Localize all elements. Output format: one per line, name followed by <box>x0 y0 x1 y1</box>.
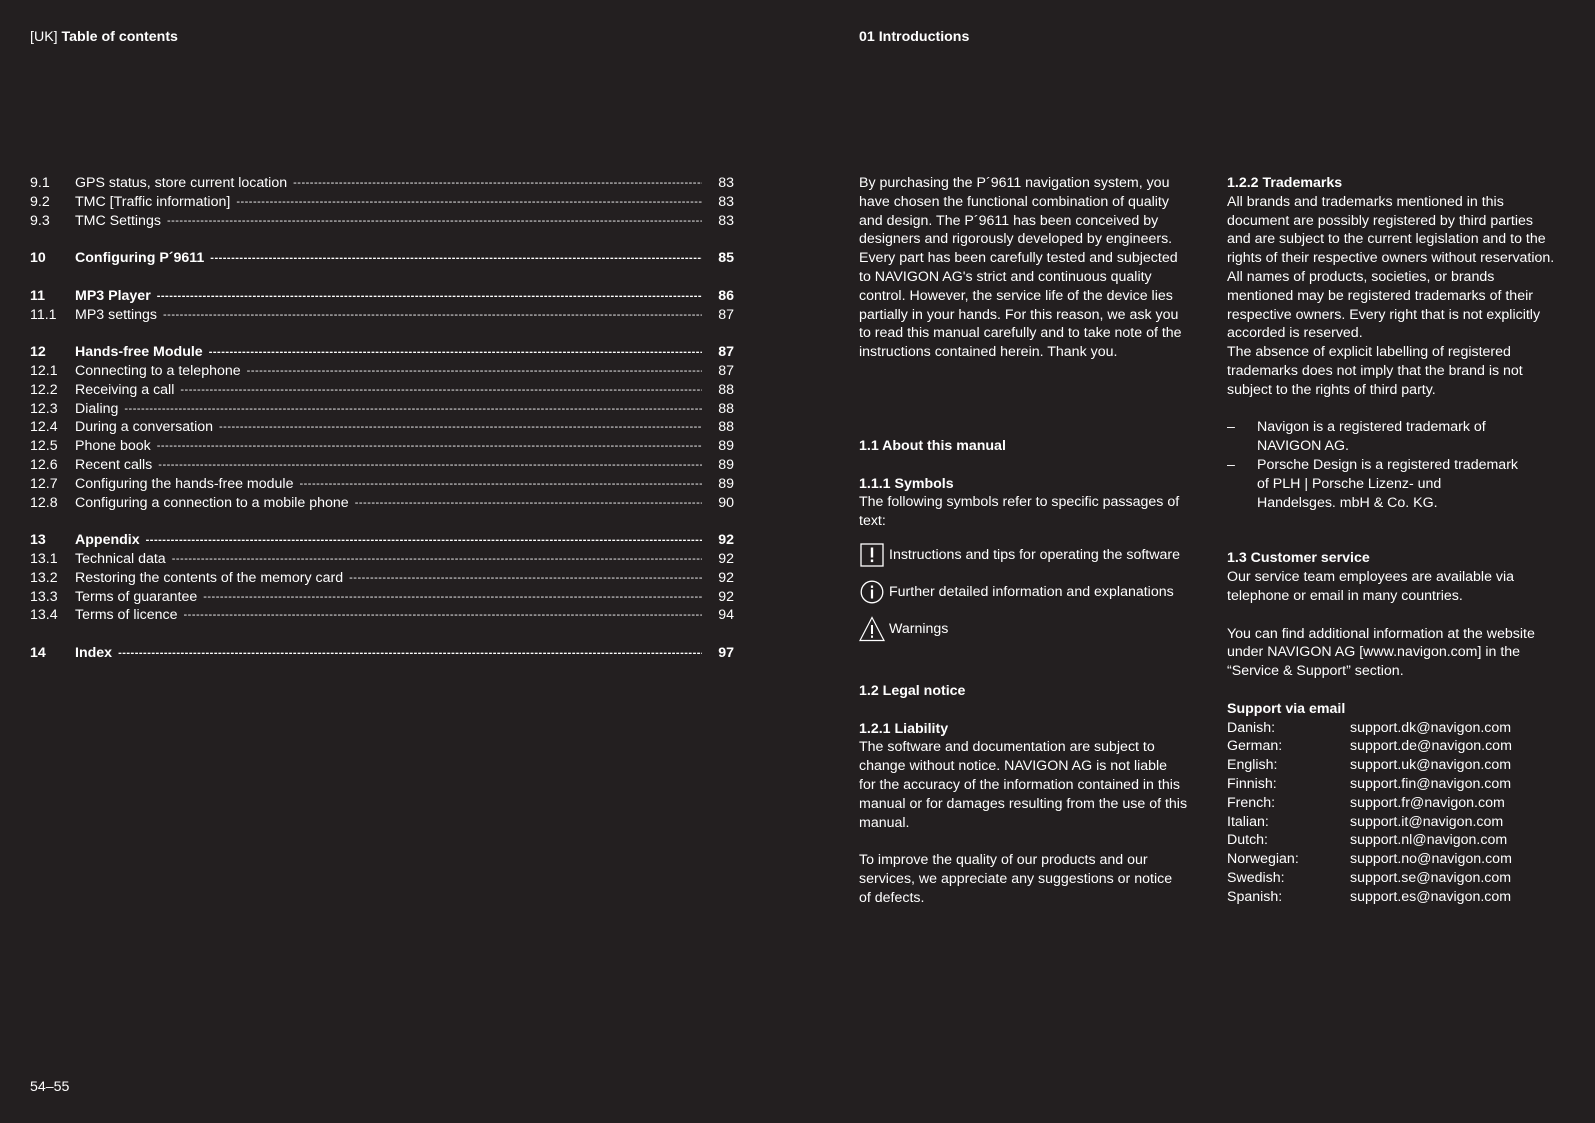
toc-leader-dots <box>210 249 702 268</box>
toc-entry-title: Configuring P´9611 <box>75 250 205 267</box>
email-language: Swedish: <box>1227 869 1285 886</box>
toc-entry <box>30 456 734 475</box>
toc-entry-page: 89 <box>718 456 734 473</box>
toc-entry-title: Recent calls <box>75 456 153 473</box>
toc-entry-page: 83 <box>718 212 734 229</box>
toc-entry-page: 87 <box>718 344 734 361</box>
toc-entry <box>30 212 734 231</box>
toc-entry-page: 83 <box>718 175 734 191</box>
toc-entry-page: 89 <box>718 438 734 455</box>
toc-leader-dots <box>158 456 702 475</box>
toc-entry-number: 14 <box>30 644 46 661</box>
improve-paragraph: To improve the quality of our products and our services, we appreciate any suggestions or notice of defects. <box>859 852 1173 906</box>
email-language: Norwegian: <box>1227 851 1299 868</box>
toc-entry-page: 92 <box>718 532 734 549</box>
email-language: French: <box>1227 794 1276 811</box>
exclamation-box-icon <box>859 542 885 568</box>
email-language: Spanish: <box>1227 888 1283 905</box>
toc-entry <box>30 437 734 456</box>
toc-entry <box>30 362 734 381</box>
trademark-column <box>1227 174 1572 906</box>
toc-leader-dots <box>355 494 702 513</box>
toc-leader-dots <box>124 400 702 419</box>
toc-entry-title: Dialing <box>75 400 119 417</box>
toc-header <box>30 28 178 47</box>
toc-leader-dots <box>163 306 702 325</box>
liability-paragraph: The software and documentation are subject to change without notice. NAVIGON AG is not liable for the accuracy of the information contained in this manual or for damages resulting from the use of this manual. <box>859 739 1188 831</box>
symbol-row: Warnings <box>859 611 1203 648</box>
toc-entry-page: 85 <box>718 250 734 267</box>
email-address[interactable]: support.de@navigon.com <box>1350 738 1512 755</box>
toc-entry <box>30 381 734 400</box>
toc-entry <box>30 588 734 607</box>
symbol-row: Instructions and tips for operating the software <box>859 537 1203 574</box>
email-language: Finnish: <box>1227 775 1277 792</box>
toc-entry-title: Technical data <box>75 550 166 567</box>
email-language: Italian: <box>1227 813 1269 830</box>
toc-leader-dots <box>219 418 702 437</box>
toc-leader-dots <box>247 362 702 381</box>
trademarks-paragraph: All brands and trademarks mentioned in this document are possibly registered by third parties and are subject to the current legislation and to the rights of their respective owners without reservation. All names of products, societies, or brands mentioned may be registered trademarks of their respective owners. Every right that is not explicitly accorded is reserved. The absence of explicit labelling of registered trademarks does not imply that the brand is not subject to the rights of third party. <box>1227 193 1555 398</box>
toc-entry <box>30 306 734 325</box>
toc-entry-number: 10 <box>30 250 46 267</box>
toc-entry <box>30 644 734 663</box>
toc-entry-title: Configuring the hands-free module <box>75 475 294 492</box>
trademark-bullet: – Porsche Design is a registered trademark of PLH | Porsche Lizenz- und Handelsges. mbH & Co. KG. <box>1227 456 1519 511</box>
email-list <box>1227 719 1572 907</box>
toc-entry-number: 12.3 <box>30 400 58 417</box>
table-of-contents <box>30 174 734 663</box>
toc-entry-page: 88 <box>718 381 734 398</box>
toc-entry-page: 87 <box>718 362 734 379</box>
toc-entry-number: 9.2 <box>30 193 50 210</box>
toc-entry <box>30 531 734 550</box>
toc-entry <box>30 475 734 494</box>
email-row <box>1227 888 1572 907</box>
intro-column: By purchasing the P´9611 navigation system, you have chosen the functional combination of quality and design. The P´9611 has been conceived by designers and rigorously developed by engineers. Every part has been carefully tested and subjected to NAVIGON AG's strict and continuous quality control. However, the service life of the device lies partially in your hands. For this reason, we ask you to read this manual carefully and to take note of the instructions contained herein. Thank you. 1.1 About this manual 1.1.1 Symbols The following symbols refer to specific passages of text: Instructions and tips for operating the software Further detailed information and explanations Warnings 1.2 Legal notice 1.2.1 Liability The software and documentation are subject to change without notice. NAVIGON AG is not liable for the accuracy of the information contained in this manual or for damages resulting from the use of this manual. To improve the quality of our products and our services, we appreciate any suggestions or notice of defects. <box>859 174 1203 908</box>
toc-entry-title: Index <box>75 644 113 661</box>
toc-leader-dots <box>172 550 702 569</box>
toc-entry-title: During a conversation <box>75 419 214 436</box>
toc-entry <box>30 174 734 193</box>
toc-entry-number: 13.1 <box>30 550 58 567</box>
toc-entry-page: 97 <box>718 644 734 661</box>
toc-entry <box>30 287 734 306</box>
toc-entry-title: Hands-free Module <box>75 344 203 361</box>
website-paragraph: You can find additional information at the website under NAVIGON AG [www.navigon.com] in the “Service & Support” section. <box>1227 625 1535 680</box>
legal-heading: 1.2 Legal notice <box>859 682 966 699</box>
toc-entry <box>30 494 734 513</box>
email-language: Danish: <box>1227 719 1276 736</box>
toc-leader-dots <box>236 193 702 212</box>
toc-leader-dots <box>118 644 702 663</box>
email-row <box>1227 850 1572 869</box>
toc-entry-number: 12.1 <box>30 362 58 379</box>
toc-leader-dots <box>184 606 703 625</box>
email-row <box>1227 719 1572 738</box>
toc-entry-title: Phone book <box>75 438 151 455</box>
email-address[interactable]: support.se@navigon.com <box>1350 869 1512 886</box>
toc-entry-page: 86 <box>718 287 734 304</box>
toc-entry-number: 9.3 <box>30 212 50 229</box>
symbols-text: The following symbols refer to specific passages of <box>859 494 1180 511</box>
toc-entry <box>30 400 734 419</box>
toc-entry-page: 92 <box>718 588 734 605</box>
email-row <box>1227 775 1572 794</box>
toc-entry-number: 12.7 <box>30 475 58 492</box>
toc-entry-number: 13 <box>30 532 46 549</box>
toc-entry-title: Connecting to a telephone <box>75 362 241 379</box>
toc-entry-title: Terms of licence <box>75 607 178 624</box>
toc-entry-page: 88 <box>718 400 734 417</box>
customer-service-heading: 1.3 Customer service <box>1227 550 1370 567</box>
trademarks-heading: 1.2.2 Trademarks <box>1227 175 1343 191</box>
toc-entry <box>30 418 734 437</box>
email-row <box>1227 756 1572 775</box>
toc-entry-number: 13.4 <box>30 607 58 624</box>
toc-entry-page: 92 <box>718 550 734 567</box>
toc-entry-title: TMC Settings <box>75 212 161 229</box>
toc-entry-title: MP3 settings <box>75 306 158 323</box>
toc-entry-number: 9.1 <box>30 175 50 191</box>
toc-leader-dots <box>167 212 702 231</box>
toc-entry <box>30 249 734 268</box>
toc-entry <box>30 569 734 588</box>
toc-leader-dots <box>209 343 702 362</box>
email-support-heading: Support via email <box>1227 700 1346 717</box>
toc-entry <box>30 343 734 362</box>
toc-entry-number: 11.1 <box>30 306 57 323</box>
toc-entry-page: 92 <box>718 569 734 586</box>
toc-entry-title: Configuring a connection to a mobile phone <box>75 494 349 511</box>
symbols-heading: 1.1.1 Symbols <box>859 475 954 492</box>
toc-entry-page: 88 <box>718 419 734 436</box>
toc-entry-number: 13.3 <box>30 588 58 605</box>
toc-entry <box>30 606 734 625</box>
toc-entry-title: Receiving a call <box>75 381 175 398</box>
toc-entry-number: 12.5 <box>30 438 58 455</box>
toc-entry <box>30 550 734 569</box>
trademark-bullet: – Navigon is a registered trademark of NAVIGON AG. <box>1227 419 1486 455</box>
toc-leader-dots <box>146 531 702 550</box>
toc-entry-title: GPS status, store current location <box>75 175 288 191</box>
toc-entry-page: 90 <box>718 494 734 511</box>
toc-entry-number: 12.8 <box>30 494 58 511</box>
email-row <box>1227 831 1572 850</box>
email-address[interactable]: support.fr@navigon.com <box>1350 794 1505 811</box>
toc-entry-page: 87 <box>718 306 734 323</box>
email-row <box>1227 869 1572 888</box>
customer-paragraph: Our service team employees are available via telephone or email in many countries. <box>1227 569 1515 604</box>
intro-paragraph: By purchasing the P´9611 navigation system, you have chosen the functional combination of quality and design. The P´9611 has been conceived by designers and rigorously developed by engineers. Every part has been carefully tested and subjected to NAVIGON AG's strict and continuous quality control. However, the service life of the device lies partially in your hands. For this reason, we ask you to read this manual carefully and to take note of the instructions contained herein. Thank you. <box>859 175 1182 361</box>
toc-entry-number: 13.2 <box>30 569 58 586</box>
toc-leader-dots <box>349 569 702 588</box>
email-address[interactable]: support.nl@navigon.com <box>1350 832 1508 849</box>
email-row <box>1227 794 1572 813</box>
toc-entry <box>30 193 734 212</box>
liability-heading: 1.2.1 Liability <box>859 720 949 737</box>
page-numbers: 54–55 <box>30 1079 70 1095</box>
toc-entry-number: 11 <box>30 287 45 304</box>
email-address[interactable]: support.fin@navigon.com <box>1350 775 1512 792</box>
toc-leader-dots <box>299 475 702 494</box>
email-language: Dutch: <box>1227 832 1269 849</box>
toc-leader-dots <box>293 174 702 193</box>
toc-entry-page: 94 <box>718 607 734 624</box>
email-address[interactable]: support.dk@navigon.com <box>1350 719 1512 736</box>
toc-entry-title: Appendix <box>75 532 140 549</box>
warning-triangle-icon <box>859 616 885 642</box>
email-language: German: <box>1227 738 1283 755</box>
email-address[interactable]: support.uk@navigon.com <box>1350 757 1512 774</box>
toc-entry-title: Restoring the contents of the memory card <box>75 569 344 586</box>
symbol-row: Further detailed information and explanations <box>859 574 1203 611</box>
toc-entry-title: Terms of guarantee <box>75 588 198 605</box>
email-language: English: <box>1227 757 1278 774</box>
email-address[interactable]: support.no@navigon.com <box>1350 851 1512 868</box>
toc-entry-number: 12 <box>30 344 46 361</box>
email-address[interactable]: support.es@navigon.com <box>1350 888 1512 905</box>
toc-leader-dots <box>203 588 702 607</box>
toc-leader-dots <box>157 437 702 456</box>
toc-entry-number: 12.4 <box>30 419 58 436</box>
email-row <box>1227 737 1572 756</box>
toc-entry-number: 12.6 <box>30 456 58 473</box>
chapter-title: 01 Introductions <box>859 29 970 45</box>
email-row <box>1227 813 1572 832</box>
language-code: [UK] <box>30 29 58 45</box>
email-address[interactable]: support.it@navigon.com <box>1350 813 1504 830</box>
toc-entry-title: MP3 Player <box>75 287 151 304</box>
toc-leader-dots <box>180 381 702 400</box>
about-heading: 1.1 About this manual <box>859 437 1006 454</box>
toc-entry-title: TMC [Traffic information] <box>75 193 231 210</box>
toc-leader-dots <box>157 287 702 306</box>
toc-title: Table of contents <box>61 29 178 45</box>
toc-entry-page: 83 <box>718 193 734 210</box>
info-circle-icon <box>859 579 885 605</box>
toc-entry-page: 89 <box>718 475 734 492</box>
toc-entry-number: 12.2 <box>30 381 58 398</box>
